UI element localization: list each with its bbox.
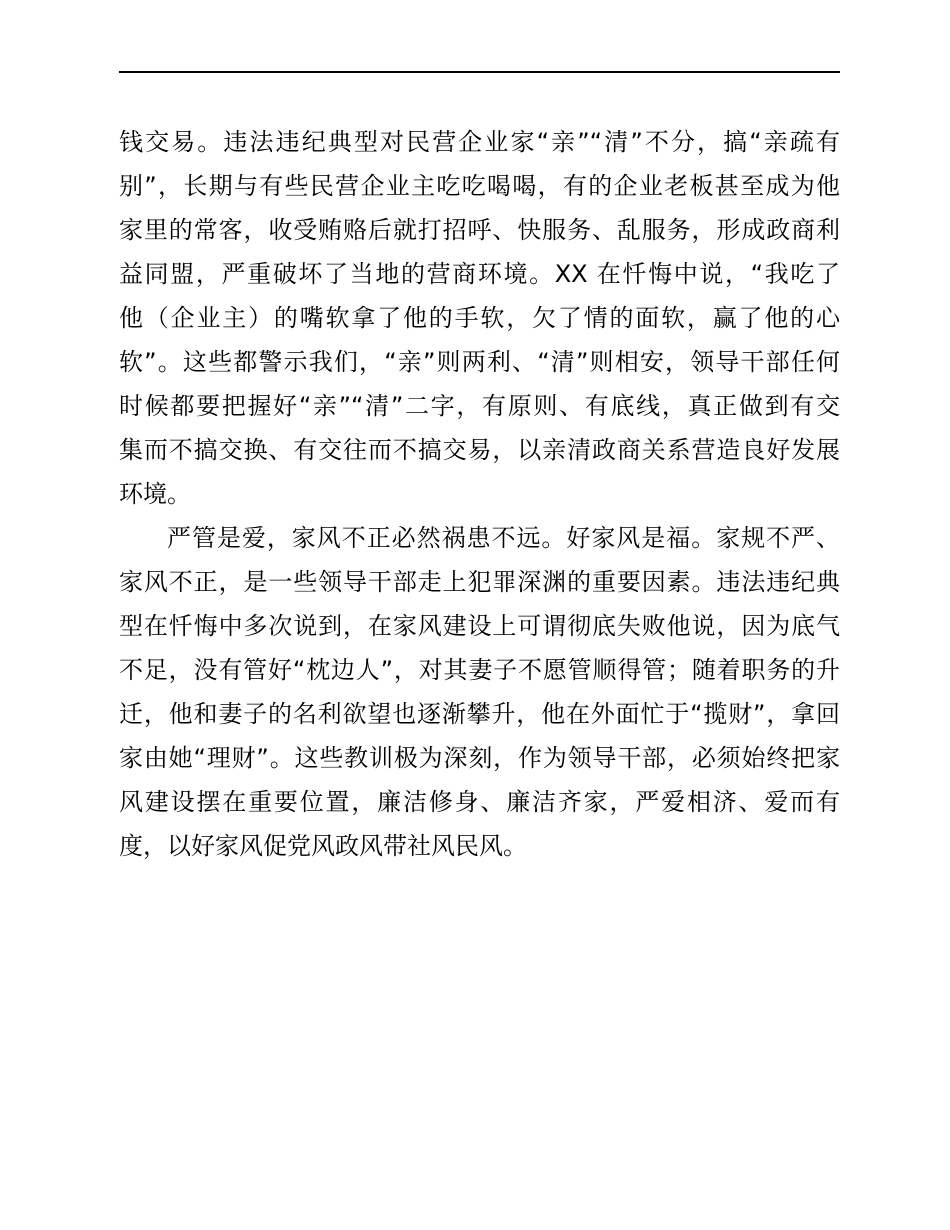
header-rule <box>119 71 840 73</box>
text-line: 家由她“理财”。这些教训极为深刻，作为领导干部，必须始终把家 <box>119 744 840 772</box>
document-body <box>119 120 840 868</box>
text-line: 度，以好家风促党风政风带社风民风。 <box>119 832 527 860</box>
text-line: 型在忏悔中多次说到，在家风建设上可谓彻底失败他说，因为底气 <box>119 612 840 640</box>
text-line: 迁，他和妻子的名利欲望也逐渐攀升，他在外面忙于“揽财”，拿回 <box>119 700 840 728</box>
text-line: 别”，长期与有些民营企业主吃吃喝喝，有的企业老板甚至成为他 <box>119 172 840 200</box>
text-line: 时候都要把握好“亲”“清”二字，有原则、有底线，真正做到有交 <box>119 392 840 420</box>
text-line: 环境。 <box>119 480 191 508</box>
text-line: 钱交易。违法违纪典型对民营企业家“亲”“清”不分，搞“亲疏有 <box>119 128 840 156</box>
text-line: 严管是爱，家风不正必然祸患不远。好家风是福。家规不严、 <box>167 524 840 552</box>
text-line: 益同盟，严重破坏了当地的营商环境。XX 在忏悔中说，“我吃了 <box>119 260 840 288</box>
text-line: 不足，没有管好“枕边人”，对其妻子不愿管顺得管；随着职务的升 <box>119 656 840 684</box>
text-line: 家里的常客，收受贿赂后就打招呼、快服务、乱服务，形成政商利 <box>119 216 840 244</box>
paragraph-1 <box>119 120 840 516</box>
text-line: 集而不搞交换、有交往而不搞交易，以亲清政商关系营造良好发展 <box>119 436 840 464</box>
text-line: 家风不正，是一些领导干部走上犯罪深渊的重要因素。违法违纪典 <box>119 568 840 596</box>
text-line: 风建设摆在重要位置，廉洁修身、廉洁齐家，严爱相济、爱而有 <box>119 788 840 816</box>
text-line: 软”。这些都警示我们，“亲”则两利、“清”则相安，领导干部任何 <box>119 348 840 376</box>
paragraph-2 <box>119 516 840 868</box>
text-line: 他（企业主）的嘴软拿了他的手软，欠了情的面软，赢了他的心 <box>119 304 840 332</box>
